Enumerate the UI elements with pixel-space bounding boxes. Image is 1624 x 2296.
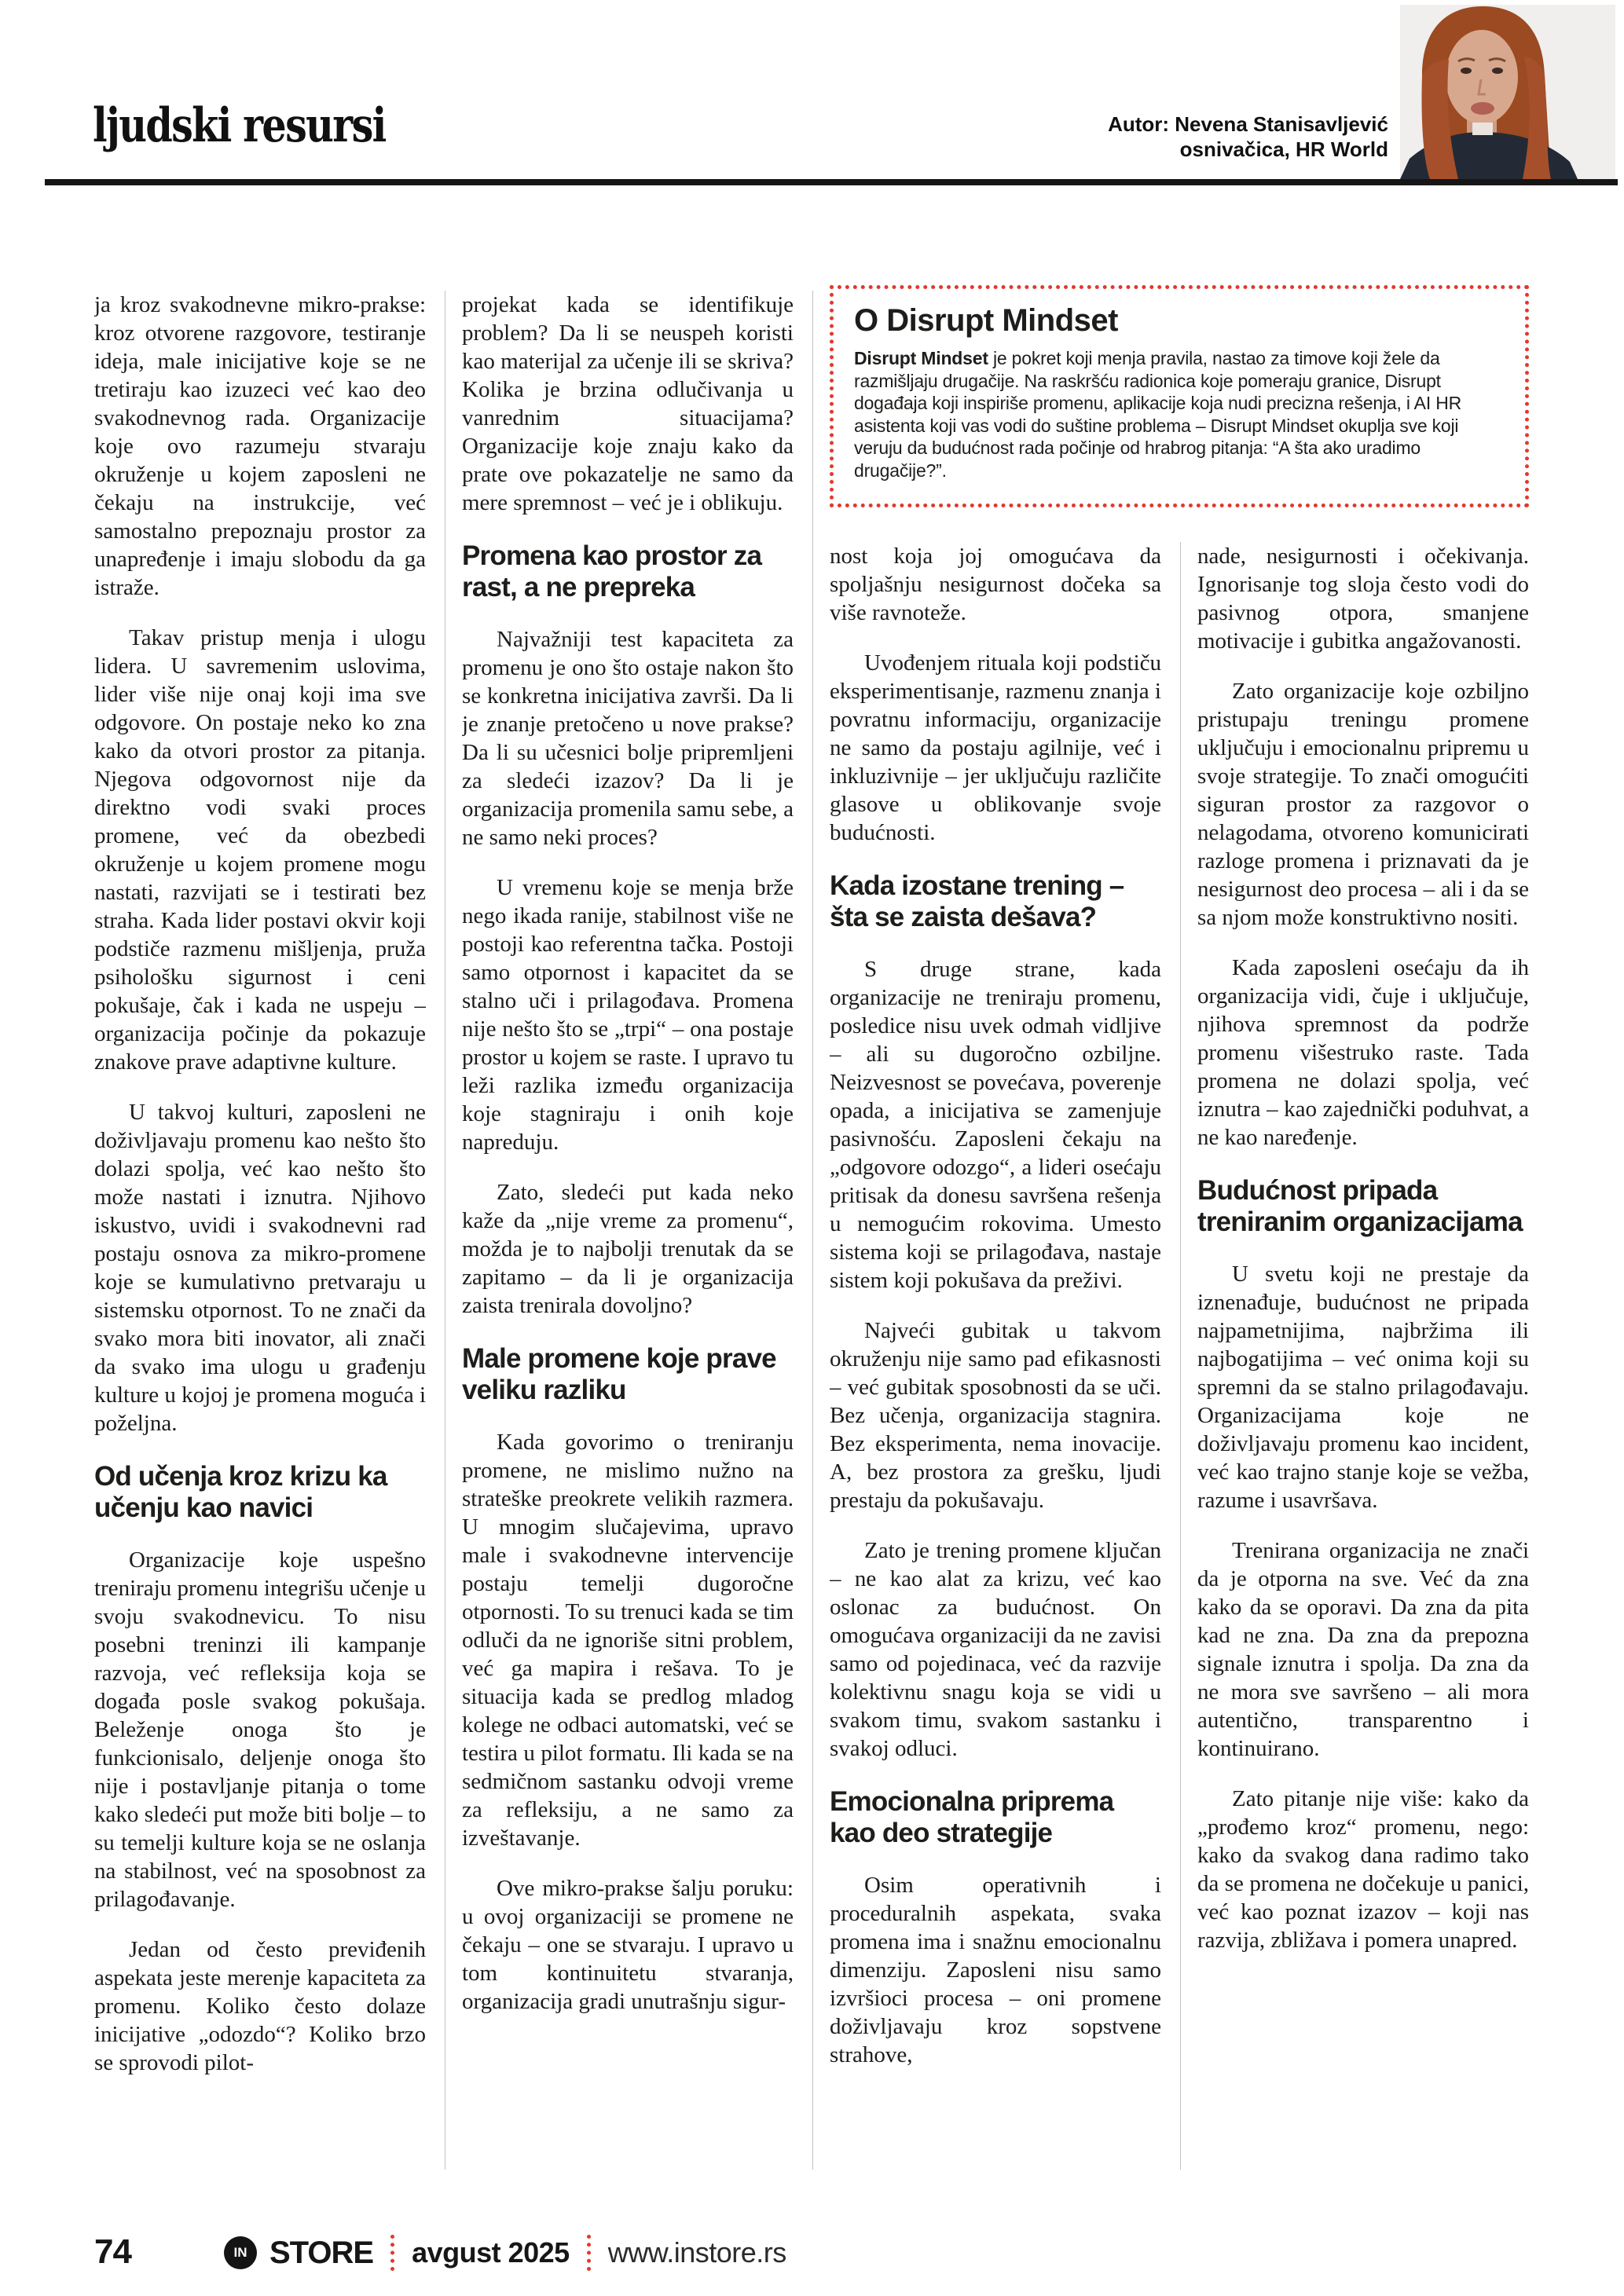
author-portrait-illustration (1400, 5, 1615, 179)
body-paragraph: Zato pitanje nije više: kako da „prođemo kroz“ promenu, nego: kako da svakog dana radimo tako da se promena ne dočekuje u panici, već kao poznat izazov – koji nas razvija, zbližava i pomera unapred. (1197, 1786, 1529, 1953)
body-paragraph: Osim operativnih i proceduralnih aspekata, svaka promena ima i snažnu emocionalnu dimenziju. Zaposleni nisu samo izvršioci procesa – oni promene doživljavaju kroz sopstvene strahove, (830, 1873, 1161, 2067)
text-column-3 (830, 542, 1161, 2170)
body-paragraph: Trenirana organizacija ne znači da je otporna na sve. Već da zna kako da se oporavi. Da zna da pita kad ne zna. Da zna da prepozna signale iznutra i spolja. Da zna da ne mora sve savršeno – ali mora autentično, transparentno i kontinuirano. (1197, 1538, 1529, 1761)
body-paragraph: Najvažniji test kapaciteta za promenu je ono što ostaje nakon što se konkretna inicijativa završi. Da li je znanje pretočeno u nove prakse? Da li su učesnici bolje pripremljeni za sledeći izazov? Da li je organizacija promenila samu sebe, a ne samo neki proces? (462, 627, 794, 850)
body-paragraph: Uvođenjem rituala koji podstiču eksperimentisanje, razmenu znanja i povratnu informaciju, organizacije ne samo da postaju agilnije, već i inkluzivnije – jer uključuju različite glasove u oblikovanje svoje budućnosti. (830, 650, 1161, 845)
page-number: 74 (94, 2232, 131, 2271)
text-column-2 (462, 291, 794, 2170)
body-paragraph: nade, nesigurnosti i očekivanja. Ignorisanje tog sloja često vodi do pasivnog otpora, smanjene motivacije i gubitka angažovanosti. (1197, 544, 1529, 654)
subhead: Emocionalna priprema kao deo strategije (830, 1786, 1114, 1848)
body-paragraph: Jedan od često previđenih aspekata jeste merenje kapaciteta za promenu. Koliko često dolaze inicijative „odozdo“? Koliko brzo se sprovodi pilot- (94, 1937, 426, 2075)
body-paragraph: Kada govorimo o treniranju promene, ne mislimo nužno na strateške preokrete velikih razmera. U mnogim slučajevima, upravo male i svakodnevne intervencije postaju temelji dugoročne otpornosti. To su trenuci kada se tim odluči da ne ignoriše sitni problem, već ga mapira i rešava. To je situacija kada se predlog mladog kolege ne odbaci automatski, već se testira u pilot formatu. Ili kada se na sedmičnom sastanku odvoji vreme za refleksiju, a ne samo za izveštavanje. (462, 1430, 794, 1851)
author-block (1108, 112, 1388, 162)
body-paragraph: nost koja joj omogućava da spoljašnju nesigurnost dočeka sa više ravnoteže. (830, 544, 1161, 625)
text-column-4 (1197, 542, 1529, 2170)
subhead: Od učenja kroz krizu ka učenju kao navici (94, 1461, 387, 1523)
subhead: Male promene koje prave veliku razliku (462, 1343, 776, 1405)
author-photo (1400, 5, 1615, 179)
infobox-text: je pokret koji menja pravila, nastao za timove koji žele da razmišljaju drugačije. Na raskršću radionica koje pomeraju granice, Disrupt događaja koji inspiriše promenu, aplikacije koja nudi precizna rešenja, i AI HR asistenta koji vas vodi do suštine problema – Disrupt Mindset okuplja sve koji veruju da budućnost rada počinje od hrabrog pitanja: “A šta ako uradimo drugačije?”. (854, 348, 1462, 481)
body-paragraph: Zato, sledeći put kada neko kaže da „nije vreme za promenu“, možda je to najbolji trenutak da se zapitamo – da li je organizacija zaista trenirala dovoljno? (462, 1180, 794, 1318)
footer-brand (224, 2229, 786, 2276)
footer-website: www.instore.rs (607, 2236, 786, 2269)
body-paragraph: projekat kada se identifikuje problem? Da li se neuspeh koristi kao materijal za učenje ili se skriva? Kolika je brzina odlučivanja u vanrednim situacijama? Organizacije koje znaju kako da prate ove pokazatelje ne samo da mere spremnost – već je i oblikuju. (462, 292, 794, 515)
body-paragraph: Zato organizacije koje ozbiljno pristupaju treningu promene uključuju i emocionalnu pripremu u svoje strategije. To znači omogućiti siguran prostor za razgovor o nelagodama, otvoreno komunicirati razloge promena i priznavati da je nesigurnost deo procesa – ali i da se sa njom može konstruktivno nositi. (1197, 679, 1529, 930)
page-title: ljudski resursi (93, 98, 386, 153)
body-paragraph: U vremenu koje se menja brže nego ikada ranije, stabilnost više ne postoji kao referentna tačka. Postoji samo otpornost i kapacitet da se stalno uči i prilagođava. Promena nije nešto što se „trpi“ – ona postaje prostor u kojem se raste. I upravo tu leži razlika između organizacija koje stagniraju i onih koje napreduju. (462, 875, 794, 1155)
infobox-title: O Disrupt Mindset (854, 303, 1118, 338)
body-paragraph: Kada zaposleni osećaju da ih organizacija vidi, čuje i uključuje, njihova spremnost da podrže promenu višestruko raste. Tada promena ne dolazi spolja, već iznutra – kao zajednički poduhvat, a ne kao naređenje. (1197, 955, 1529, 1150)
column-divider-2 (812, 291, 813, 2170)
body-paragraph: U svetu koji ne prestaje da iznenađuje, budućnost ne pripada najpametnijima, najbržima ili najbogatijima – već onima koji su spremni da se stalno prilagođavaju. Organizacijama koje ne doživljavaju promenu kao incident, već kao trajno stanje koje se vežba, razume i usavršava. (1197, 1262, 1529, 1513)
body-paragraph: U takvoj kulturi, zaposleni ne doživljavaju promenu kao nešto što dolazi spolja, već kao nešto što može nastati i iznutra. Njihovo iskustvo, uvidi i svakodnevni rad postaju osnova za mikro-promene koje se kumulativno pretvaraju u sistemsku otpornost. To ne znači da svako mora biti inovator, ali znači da svako ima ulogu u građenju kulture u kojoj je promena moguća i poželjna. (94, 1100, 426, 1436)
body-paragraph: ja kroz svakodnevne mikro-prakse: kroz otvorene razgovore, testiranje ideja, male inicijative koje se ne tretiraju kao izuzeci već kao deo svakodnevnog rada. Organizacije koje ovo razumeju stvaraju okruženje u kojem zaposleni ne čekaju na instrukcije, već samostalno prepoznaju prostor za unapređenje i imaju slobodu da ga istraže. (94, 292, 426, 600)
infobox-body (854, 347, 1505, 482)
subhead: Promena kao prostor za rast, a ne prepreka (462, 540, 762, 602)
subhead: Kada izostane trening – šta se zaista dešava? (830, 870, 1124, 932)
body-paragraph: Zato je trening promene ključan – ne kao alat za krizu, već kao oslonac za budućnost. On omogućava organizaciji da ne zavisi samo od pojedinaca, već da razvije kolektivnu snagu koja se vidi u svakom timu, svakom sastanku i svakoj odluci. (830, 1538, 1161, 1761)
instore-logo-text: STORE (269, 2235, 374, 2270)
footer-separator-icon (390, 2235, 394, 2271)
body-paragraph: S druge strane, kada organizacije ne treniraju promenu, posledice nisu uvek odmah vidljive – ali su dugoročno ozbiljne. Neizvesnost se povećava, poverenje opada, a inicijativa se zamenjuje pasivnošću. Zaposleni čekaju na „odgovore odozgo“, a lideri osećaju pritisak da donesu savršena rešenja u nemogućim rokovima. Umesto sistema koji se prilagođava, nastaje sistem koji pokušava da preživi. (830, 957, 1161, 1293)
page-footer (94, 2229, 1530, 2276)
body-paragraph: Ove mikro-prakse šalju poruku: u ovoj organizaciji se promene ne čekaju – one se stvaraju. I upravo u tom kontinuitetu stvaranja, organizacija gradi unutrašnju sigur- (462, 1876, 794, 2014)
author-name: Autor: Nevena Stanisavljević (1108, 112, 1388, 136)
instore-logo-icon: IN (224, 2236, 257, 2269)
author-role: osnivačica, HR World (1179, 137, 1388, 161)
body-paragraph: Najveći gubitak u takvom okruženju nije samo pad efikasnosti – već gubitak sposobnosti da se uči. Bez učenja, organizacija stagnira. Bez eksperimenta, nema inovacije. A, bez prostora za grešku, ljudi prestaju da pokušavaju. (830, 1318, 1161, 1513)
body-paragraph: Organizacije koje uspešno treniraju promenu integrišu učenje u svoju svakodnevicu. To nisu posebni treninzi ili kampanje razvoja, već refleksija koja se događa posle svakog pokušaja. Beleženje onoga što je funkcionisalo, deljenje onoga što nije i postavljanje pitanja o tome kako sledeći put može biti bolje – to su temelji kulture koja se ne oslanja na stabilnost, već na sposobnost za prilagođavanje. (94, 1547, 426, 1912)
footer-issue: avgust 2025 (412, 2236, 570, 2269)
column-divider-3 (1180, 542, 1181, 2170)
header-rule (45, 179, 1618, 185)
footer-separator-icon (587, 2235, 591, 2271)
subhead: Budućnost pripada treniranim organizacijama (1197, 1175, 1523, 1237)
infobox-bold-lead: Disrupt Mindset (854, 348, 988, 368)
text-column-1 (94, 291, 426, 2170)
body-paragraph: Takav pristup menja i ulogu lidera. U savremenim uslovima, lider više nije onaj koji ima sve odgovore. On postaje neko ko zna kako da otvori prostor za pitanja. Njegova odgovornost nije da direktno vodi svaki proces promene, već da obezbedi okruženje u kojem promene mogu nastati, razvijati se i testirati bez straha. Kada lider postavi okvir koji podstiče razmenu mišljenja, pruža psihološku sigurnost i ceni pokušaje, čak i kada ne uspeju – organizacija počinje da pokazuje znakove prave adaptivne kulture. (94, 625, 426, 1075)
disrupt-mindset-infobox (830, 285, 1529, 507)
